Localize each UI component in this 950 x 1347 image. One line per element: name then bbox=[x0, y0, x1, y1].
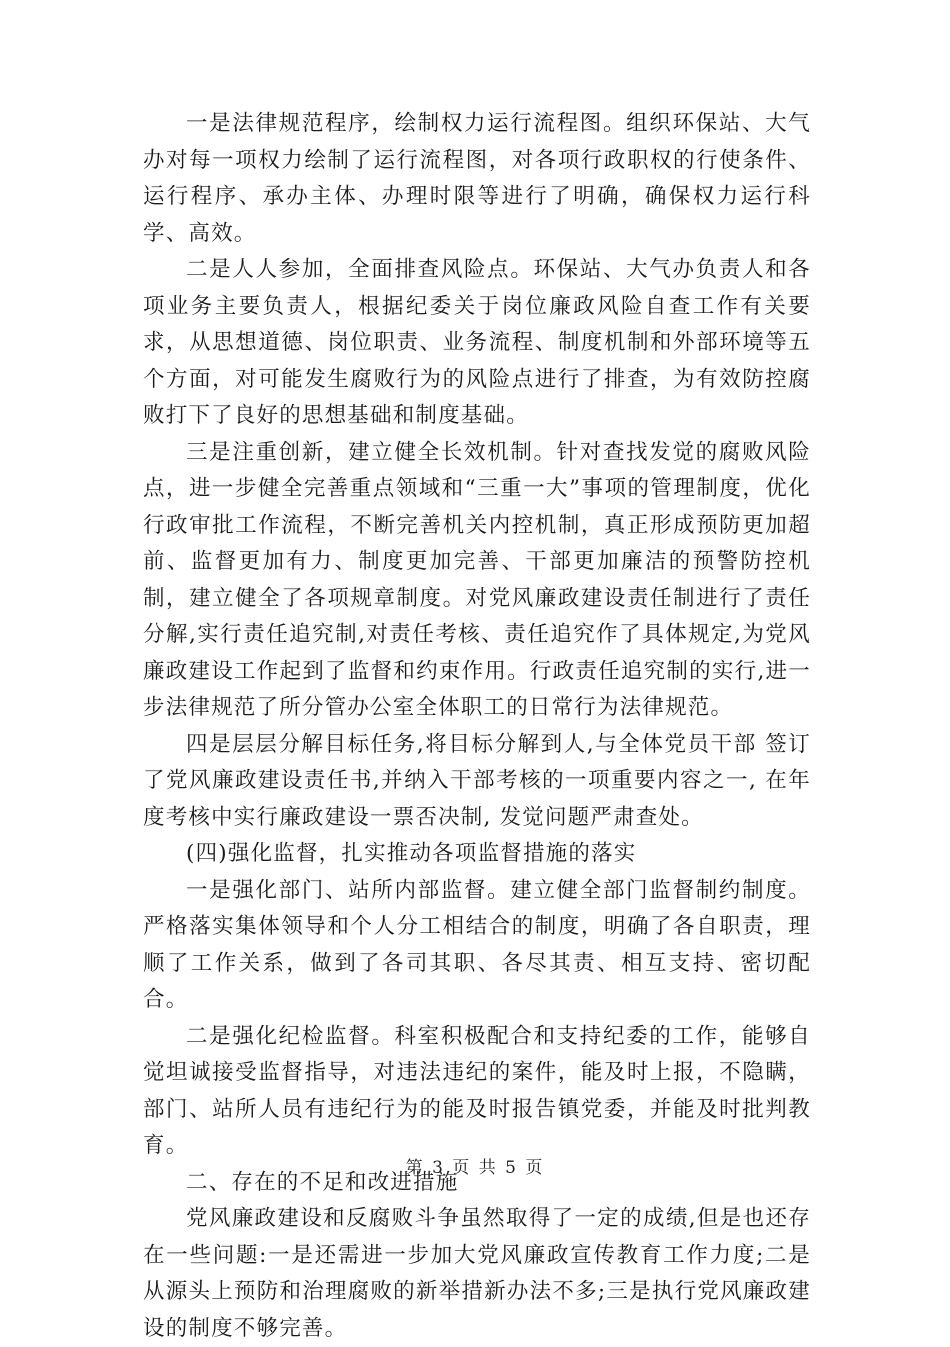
paragraph-5: 一是强化部门、站所内部监督。建立健全部门监督制约制度。严格落实集体领导和个人分工相结合的制度，明确了各自职责，理顺了工作关系，做到了各司其职、各尽其责、相互支持、密切配合。 bbox=[143, 877, 811, 1012]
paragraph-4: 四是层层分解目标任务,将目标分解到人,与全体党员干部 签订了党风廉政建设责任书,并纳入干部考核的一项重要内容之一, 在年度考核中实行廉政建设一票否决制, 发觉问题严肃查处。 bbox=[143, 731, 811, 830]
paragraph-2: 二是人人参加，全面排查风险点。环保站、大气办负责人和各项业务主要负责人，根据纪委关于岗位廉政风险自查工作有关要求，从思想道德、岗位职责、业务流程、制度机制和外部环境等五个方面，对可能发生腐败行为的风险点进行了排查，为有效防控腐败打下了良好的思想基础和制度基础。 bbox=[143, 257, 811, 428]
section-heading-shortcomings: 二、存在的不足和改进措施 bbox=[186, 1169, 459, 1195]
paragraph-1: 一是法律规范程序，绘制权力运行流程图。组织环保站、大气办对每一项权力绘制了运行流程图，对各项行政职权的行使条件、运行程序、承办主体、办理时限等进行了明确，确保权力运行科学、高效。 bbox=[143, 111, 811, 246]
page-number-footer: 第 3 页 共 5 页 bbox=[405, 1158, 545, 1178]
section-heading-supervision: (四)强化监督，扎实推动各项监督措施的落实 bbox=[186, 841, 637, 866]
paragraph-3: 三是注重创新，建立健全长效机制。针对查找发觉的腐败风险点，进一步健全完善重点领域和“三重一大”事项的管理制度，优化行政审批工作流程，不断完善机关内控机制，真正形成预防更加超前、监督更加有力、制度更加完善、干部更加廉洁的预警防控机制，建立健全了各项规章制度。对党风廉政建设责任制进行了责任分解,实行责任追究制,对责任考核、责任追究作了具体规定,为党风廉政建设工作起到了监督和约束作用。行政责任追究制的实行,进一步法律规范了所分管办公室全体职工的日常行为法律规范。 bbox=[143, 439, 811, 720]
paragraph-7: 党风廉政建设和反腐败斗争虽然取得了一定的成绩,但是也还存在一些问题:一是还需进一步加大党风廉政宣传教育工作力度;二是从源头上预防和治理腐败的新举措新办法不多;三是执行党风廉政建设的制度不够完善。 bbox=[143, 1206, 811, 1341]
paragraph-6: 二是强化纪检监督。科室积极配合和支持纪委的工作，能够自觉坦诚接受监督指导，对违法违纪的案件，能及时上报，不隐瞒，部门、站所人员有违纪行为的能及时报告镇党委，并能及时批判教育。 bbox=[143, 1023, 811, 1158]
